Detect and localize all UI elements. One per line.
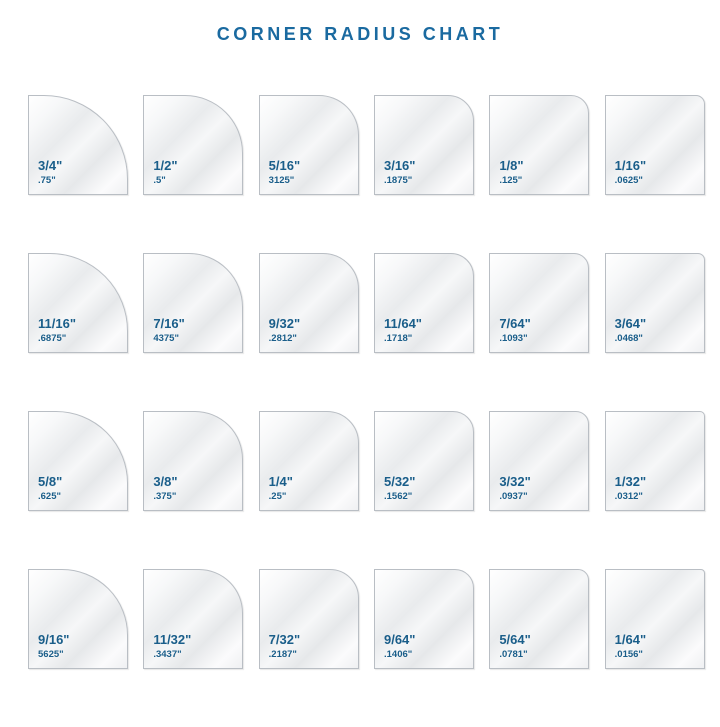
radius-decimal-label: .0156": [614, 649, 643, 661]
radius-sample-cell: [489, 253, 588, 355]
radius-fraction-label: 9/32": [268, 316, 301, 332]
radius-decimal-label: .0781": [499, 649, 528, 661]
radius-decimal-label: .2812": [268, 333, 297, 345]
radius-sample-cell: [143, 253, 242, 355]
radius-labels: [153, 317, 184, 345]
radius-sample-cell: [143, 95, 242, 197]
radius-decimal-label: .375": [153, 491, 177, 503]
radius-labels: [384, 159, 415, 187]
radius-sample-cell: [259, 411, 358, 513]
radius-labels: [269, 475, 293, 503]
radius-fraction-label: 1/32": [614, 474, 647, 490]
radius-labels: [615, 317, 646, 345]
radius-labels: [269, 633, 300, 661]
radius-row: [0, 253, 720, 373]
radius-decimal-label: .0625": [614, 175, 643, 187]
radius-labels: [153, 475, 177, 503]
radius-labels: [615, 633, 646, 661]
radius-fraction-label: 1/8": [499, 158, 524, 174]
radius-fraction-label: 1/2": [153, 158, 178, 174]
radius-sample-cell: [489, 411, 588, 513]
radius-labels: [384, 475, 415, 503]
radius-fraction-label: 3/64": [614, 316, 647, 332]
radius-fraction-label: 1/64": [614, 632, 647, 648]
radius-decimal-label: .1718": [383, 333, 413, 345]
radius-labels: [384, 317, 422, 345]
radius-decimal-label: .625": [38, 491, 61, 503]
radius-fraction-label: 7/64": [499, 316, 531, 332]
radius-fraction-label: 11/32": [153, 632, 192, 648]
radius-labels: [499, 633, 530, 661]
chart-header: [0, 0, 720, 62]
radius-decimal-label: .3437": [153, 649, 182, 661]
radius-sample-cell: [374, 253, 473, 355]
radius-fraction-label: 5/64": [499, 632, 531, 648]
radius-decimal-label: .6875": [38, 333, 67, 345]
radius-decimal-label: .1093": [499, 333, 528, 345]
radius-sample-cell: [259, 95, 358, 197]
radius-fraction-label: 5/32": [383, 474, 416, 490]
radius-decimal-label: 5625": [38, 649, 64, 661]
radius-fraction-label: 1/4": [268, 474, 293, 490]
radius-fraction-label: 3/16": [383, 158, 416, 174]
radius-fraction-label: 3/8": [153, 474, 178, 490]
radius-decimal-label: .0937": [499, 491, 528, 503]
page-title-text: CORNER RADIUS CHART: [203, 24, 518, 45]
radius-decimal-label: 4375": [153, 333, 179, 345]
radius-row: [0, 569, 720, 689]
radius-labels: [269, 159, 300, 187]
radius-labels: [38, 633, 69, 661]
radius-labels: [38, 159, 62, 187]
radius-sample-cell: [28, 95, 127, 197]
radius-fraction-label: 3/32": [499, 474, 531, 490]
radius-decimal-label: .75": [38, 175, 56, 187]
radius-labels: [38, 317, 76, 345]
radius-sample-cell: [605, 411, 704, 513]
radius-labels: [384, 633, 415, 661]
radius-decimal-label: .1562": [383, 491, 413, 503]
radius-sample-cell: [489, 95, 588, 197]
radius-decimal-label: .1406": [383, 649, 413, 661]
radius-fraction-label: 11/64": [383, 316, 422, 332]
radius-sample-cell: [374, 411, 473, 513]
radius-fraction-label: 3/4": [38, 158, 63, 174]
radius-fraction-label: 5/8": [38, 474, 63, 490]
radius-sample-cell: [28, 569, 127, 671]
radius-sample-cell: [605, 569, 704, 671]
radius-sample-cell: [143, 411, 242, 513]
radius-sample-cell: [28, 411, 127, 513]
radius-sample-cell: [605, 95, 704, 197]
radius-labels: [499, 159, 523, 187]
radius-labels: [153, 159, 177, 187]
radius-fraction-label: 5/16": [268, 158, 301, 174]
radius-sample-cell: [143, 569, 242, 671]
page-title: [0, 20, 720, 51]
radius-labels: [153, 633, 191, 661]
radius-fraction-label: 1/16": [614, 158, 647, 174]
radius-decimal-label: .0468": [614, 333, 643, 345]
radius-decimal-label: .5": [153, 175, 166, 187]
radius-fraction-label: 7/32": [268, 632, 301, 648]
radius-fraction-label: 9/64": [383, 632, 416, 648]
radius-sample-cell: [28, 253, 127, 355]
radius-fraction-label: 7/16": [153, 316, 185, 332]
radius-labels: [615, 159, 646, 187]
radius-fraction-label: 9/16": [38, 632, 70, 648]
radius-sample-cell: [489, 569, 588, 671]
radius-row: [0, 95, 720, 215]
radius-labels: [38, 475, 62, 503]
radius-sample-grid: [0, 95, 720, 727]
radius-decimal-label: .25": [268, 491, 287, 503]
radius-labels: [499, 317, 530, 345]
radius-sample-cell: [605, 253, 704, 355]
radius-sample-cell: [259, 569, 358, 671]
radius-decimal-label: .1875": [383, 175, 413, 187]
radius-fraction-label: 11/16": [38, 316, 76, 332]
radius-decimal-label: .2187": [268, 649, 297, 661]
radius-sample-cell: [374, 569, 473, 671]
radius-row: [0, 411, 720, 531]
radius-sample-cell: [259, 253, 358, 355]
radius-labels: [269, 317, 300, 345]
radius-decimal-label: .125": [499, 175, 523, 187]
radius-decimal-label: .0312": [614, 491, 643, 503]
radius-labels: [499, 475, 530, 503]
radius-labels: [615, 475, 646, 503]
radius-sample-cell: [374, 95, 473, 197]
radius-decimal-label: 3125": [268, 175, 295, 187]
